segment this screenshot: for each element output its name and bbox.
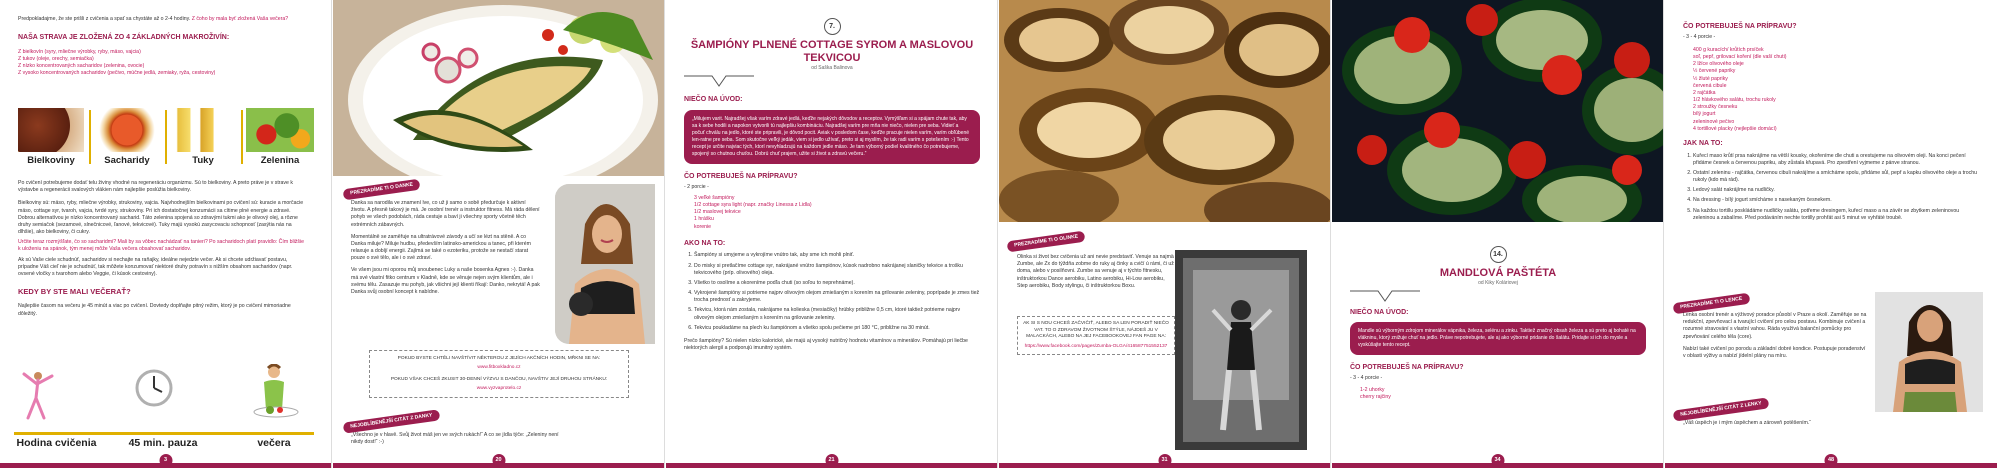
step-item: 2. Do misky si pretlačíme cottage syr, nakrájané vnútro šampiónov, kúsok nadrobno nakrájanej slaničky tekvice a trošku tekvicového (príp. olivového) oleja.	[694, 263, 980, 277]
ingredients-list	[684, 195, 980, 231]
food-label: Bielkoviny	[27, 155, 75, 166]
page-olinka-profile	[999, 0, 1331, 468]
steps-list	[684, 252, 980, 332]
facebook-link[interactable]: https://www.facebook.com/pages/Zumba-OLGA/416587751552137	[1024, 343, 1168, 349]
ingredient-item: ½ červené papriky	[1693, 68, 1736, 75]
ingredient-item: 1-2 uhorky	[1360, 386, 1385, 393]
chevron-divider-icon	[1350, 289, 1420, 303]
ingredient-item: 1/2 maslovej tekvice	[694, 209, 741, 216]
bio-paragraph: Nabízí také cvičení po porodu a základní dobré kondice. Postupuje poradenství v oblasti výživy a nabízí jídelní plány na míru.	[1683, 345, 1866, 359]
page-number: 31	[1158, 454, 1171, 467]
portions: - 3 - 4 porcie -	[1683, 33, 1716, 40]
steps-list	[1683, 153, 1979, 222]
recipe-title: ŠAMPIÓNY PLNENÉ COTTAGE SYROM A MASLOVOU TEKVICOU	[690, 39, 974, 65]
ingredient-item: 400 g kuracích/ krůtích prsíček	[1693, 46, 1764, 53]
steps-heading: JAK NA TO:	[1683, 139, 1723, 147]
ingredient-item: 2 lžíce olivového oleje	[1693, 61, 1744, 68]
timeline-label: Hodina cvičenia	[16, 437, 97, 449]
lenka-photo	[1875, 292, 1983, 412]
macros-heading: NAŠA STRAVA JE ZLOŽENÁ ZO 4 ZÁKLADNÝCH MAKROŽIVÍN:	[18, 34, 230, 42]
step-item: 1. Šampióny si umyjeme a vykrojíme vnútro tak, aby sme ich mohli plniť.	[694, 252, 980, 259]
timeline-label: večera	[257, 437, 291, 449]
exercise-woman-image	[14, 368, 64, 420]
page-number: 48	[1825, 454, 1838, 467]
stuffed-cucumber-photo	[1332, 0, 1664, 222]
ingredient-item: bílý jogurt	[1693, 111, 1716, 118]
food-label: Sacharidy	[104, 155, 150, 166]
ingredient-item: 2 stroužky česneku	[1693, 104, 1738, 111]
page-danka-profile	[333, 0, 665, 468]
oil-image	[170, 108, 236, 152]
step-item: 4. Vykrojené šampióny si potrieme najprv olivovým olejom zmiešaným s korením na grilovanie zeleniny, poprípade je zmes tiež trocha prednosť a zakryjeme.	[694, 290, 980, 304]
recipe-author: od Saška Balinova	[811, 65, 853, 72]
recipe-number: 14.	[1490, 246, 1507, 263]
page-recipe-mushrooms	[666, 0, 998, 468]
portions: - 2 porcie -	[684, 183, 709, 190]
ingredients-heading: ČO POTREBUJEŠ NA PRÍPRAVU?	[1350, 363, 1464, 371]
intro-box: „Milujem varit. Najradšej však varím zdravé jedlá, keďže nejakých dôvodov a receptov. Vymýšľam si a spájam chute tak, aby sa k sebe hodili a napokon vytvorili tú najlepšiu kombináciu. Najradšej varím pre mňa nie niečo, nielen pre seba. Vidieť a počuť chválu na jedlo, ktoré ste pripravili, je dôvod pocit. Aviak v posledom čase, keďže pracuje nielen varím, varím obľúbené len-ratne pre seba. Som skutočne veľký jedák, viem si jedlo užívať, preto si aj myslím, že tak radi varím s potešením :-) Tento recept je určite najviac tých, ktorí nevyhladzujú na každom jedle mäso. Je tam výborný podiel kvalitného čo potrebujeme, spojený so chutnou chuťou. Dobrú chuť prajem, užite si život a zdravú večeru.“	[684, 110, 980, 164]
quote-tag: NEJOBLÍBENĚJŠÍ CITÁT Z DANKY	[343, 409, 440, 433]
outro-paragraph: Prečo šampióny? Sú nielen nízko kalorické, ale majú aj vysoký nutričný hodnotu vitamínov a minerálov. Pomáhajú pri liečbe niektorých alergií a podporujú imunitný systém.	[684, 337, 968, 352]
pizza-image	[94, 108, 160, 152]
macro-item: Z tukov (oleje, orechy, semiačka)	[18, 56, 94, 62]
page-recipe-almond-pate	[1332, 0, 1664, 468]
macros-list	[18, 49, 308, 78]
step-item: 2. Ostatní zeleninu - rajčátka, červenou cibuli nakrájíme a smícháme spolu, přidáme sůl, pepř a kapku olivového oleje a trochu rukoly (kdo má rád).	[1693, 170, 1979, 184]
olinka-photo	[1175, 250, 1307, 450]
food-images-row	[18, 108, 314, 168]
paragraph: Po cvičení potrebujeme dodať telu živiny vhodné na regeneráciu organizmu. Sú to bielkoviny. A preto práve je v strave k výstavbe a regenerácii svalových vlákien nám najlepšie poslúžia bielkoviny.	[18, 180, 293, 194]
step-item: 3. Všetko to osolíme a okoreníme podľa chuti (so soľou to neprehnáme).	[694, 280, 980, 287]
page-number: 21	[825, 454, 838, 467]
vyzva-link[interactable]: www.vyzvaprotelo.cz	[476, 385, 522, 391]
bio-paragraph: Olinka si život bez cvičenia už ani nevie predstaviť. Venuje sa najmä Zumbe, ale Zx do týždňa zobme do ruky aj činky a cvičí ú rámi, či už doma, alebo v posilňovni. Zumbe sa venuje aj v týchto fitnesku, inštruktorkou Dance aerobiku, Latino aerobiku, Hi-Low aerobiku, Step aerobiku, Body stylingu, či inštruktorkou Boxu.	[1017, 254, 1174, 289]
fitbox-link[interactable]: www.fitboxkladno.cz	[477, 364, 521, 370]
intro-heading: NIEČO NA ÚVOD:	[684, 96, 743, 104]
step-item: 6. Tekvicu poukladáme na plech ku šampiónom a všetko spolu pečieme pri 180 °C, približne na 30 minút.	[694, 325, 980, 332]
food-label: Zelenina	[260, 155, 300, 166]
paragraph: Ak sú Vaše ciele schudnúť, sacharidov si nechajte na raňajky, ideálne nejedzte večer. Ak si chcete udržiavať postavu, prípadne Váš cieľ nie je schudnúť, tak môžete konzumovať niektoré druhy potravín s nižším obsahom sacharidov (napr. ovsené vločky s tvarohom alebo Veggie, či kúsok cestoviny).	[18, 256, 293, 277]
macro-item: Z bielkovín (syry, mliečne výrobky, ryby, mäso, vajcia)	[18, 48, 141, 55]
macro-item: Z vysoko koncentrovaných sacharidov (pečivo, múčne jedlá, zemiaky, ryža, cestoviny)	[18, 70, 216, 77]
vegetables-image	[246, 108, 314, 152]
stuffed-zucchini-photo	[333, 0, 665, 176]
step-item: 5. Tekvicu, ktorá nám zostala, nakrájame na kolieska (mesiačiky) hrúbky približne 0,5 cm, ktoré taktiež potrieme najprv olivovým olejom zmiešaným s korením na grilovanie zeleniny.	[694, 307, 980, 321]
meat-image	[18, 108, 84, 152]
intro-paragraph: Predpokladajme, že ste prišli z cvičenia a spať sa chystáte až o 2-4 hodiny. Z čoho by mala byť zložená Vaša večera?	[18, 16, 289, 22]
ingredient-item: 1/2 cottage syra light (napr. značky Linessa z Lidla)	[694, 202, 812, 209]
dinner-heading: KEDY BY STE MALI VEČERAŤ?	[18, 287, 131, 297]
clock-image	[134, 368, 174, 420]
ingredient-item: soľ, pepř, grilovací koření (dle vaší chuti)	[1693, 54, 1787, 60]
ingredient-item: 1/2 hlávkového salátu, trochu rukoly	[1693, 97, 1776, 104]
chevron-divider-icon	[684, 74, 754, 88]
page-recipe-tortilla	[1665, 0, 1997, 468]
ingredient-item: ½ žluté papriky	[1693, 75, 1728, 82]
contact-box: AK SI S NOU CHCEŠ ZAČVIČIŤ, ALEBO SA LEN PORADIŤ NIEČO VAT. TO O ZDRAVOM ŽIVOTNOM ŠTÝLE, NÁJDEŠ JU V MALACKÁCH, ALEBO NA JEJ FACEBOOKOVEJ FAN PAGE NA: https://www.facebook.com/pages/Zumba-OLGA/416587751552137	[1017, 316, 1175, 355]
bio-paragraph: Danka sa narodila ve znamení lve, co už ji samo o sobě předurčuje k aktivní životu. A přesně takový je má. Je osobní trenér a instruktor fitness. Má ráda dělení pohyb ve všech podobách, ráda cestuje a baví ji všechny sporty včetně těch extrémních zábavných.	[351, 200, 540, 228]
ingredients-list	[1683, 47, 1979, 133]
ingredient-item: cherry rajčiny	[1360, 393, 1391, 400]
timeline-label: 45 min. pauza	[128, 437, 198, 449]
ingredient-item: červená cibule	[1693, 82, 1727, 89]
ingredient-item: 1 hrášku	[694, 216, 714, 223]
macro-item: Z nízko koncentrovaných sacharidov (zelenina, ovocie)	[18, 63, 145, 70]
portions: - 3 - 4 porcie -	[1350, 374, 1383, 381]
bio-paragraph: Lenka osobní trenér a výživový poradce působí v Praze a okolí. Zaměřuje se na redukční, zpevňovací a tvarující cvičení pro celou postavu. Kombinuje cvičení a rozumné stravování s vlastní vahou. Ráda využívá balanční pomůcky pro zpevňování celého těla (core).	[1683, 312, 1867, 340]
ingredients-list	[1350, 387, 1646, 401]
intro-heading: NIEČO NA ÚVOD:	[1350, 309, 1409, 317]
bio-paragraph: Ve všem jsou mi oporou můj snoubenec Luky a naše bosenka Agnes :-). Danka má své vlastní fitko centrum v Kladně, kde se věnuje nejen svým klientům, ale i svému tělu. Zasazuje mu pohyb, jak všichni její klienti říkají: Danko, nekrytá! A pak Danka svůj osobní koncept k nabídne.	[351, 267, 540, 295]
ingredients-heading: ČO POTREBUJEŠ NA PRÍPRAVU?	[684, 173, 798, 181]
paragraph: Najlepšie časom na večeru je 45 minút a viac po cvičení. Dovtedy doplňajte pitný režim, ktorý je po cvičení mimoriadne dôležitý.	[18, 303, 291, 317]
eating-woman-image	[246, 364, 306, 420]
ingredient-item: zeleninové pečivo	[1693, 118, 1735, 125]
danka-photo	[555, 184, 655, 344]
danka-tag: PREZRADÍME TI O DANKE	[343, 179, 421, 201]
quote-tag: NEJOBLÍBENĚJŠÍ CITÁT Z LENKY	[1673, 397, 1770, 421]
ingredient-item: 3 veľké šampióny	[694, 194, 735, 201]
ingredient-item: 4 tortillové placky (nejlepšie domácí)	[1693, 125, 1777, 132]
ingredient-item: korenie	[694, 223, 712, 230]
bio-paragraph: Momentálně se zaměřuje na ultratrávové závody a učí se lézt na stěně. A co Danka miluje? Miluje hudbu, především latinsko-americkou a tanec, při kterém relaxuje a dobíjí energii. Zajímá se také o ezoteriku, protože se nestačí starat pouze o své tělo, ale i o své zdraví.	[351, 233, 531, 262]
ingredient-item: 2 rajčátka	[1693, 89, 1716, 96]
paragraph: Bielkoviny sú: mäso, ryby, mliečne výrobky, strukoviny, vajcia. Najvhodnejším bielkovinami po cvičení sú: kuracie a morčacie mäso, cottage syr, tvaroh, vajcia, tvrdé syry, strukoviny. Pri ich dostatočnej konzumácii sa cítime plné energie a zdravé. Dobrou alternatívou je nízko koncentrovaný sacharid. Táto zelenina spojená so zdravými tukmi ako je olivový olej, a rôzne druhy semiačok (sezamové, slnečnicové, ľanové, tekvicové). Tuky majú vysokú zasycovaciu schopnosť (zasýtia nás na dlhšie), ako bielkoviny, či cukry.	[18, 200, 304, 236]
recipe-number: 7.	[824, 18, 841, 35]
food-label: Tuky	[192, 155, 214, 166]
page-number: 34	[1491, 454, 1504, 467]
quote: „Všechno je v hlavě. Svůj život máš jen ve svých rukách!“ A co se jídla týče: „Zeleniny není nikdy dost!“ :-)	[351, 432, 559, 446]
page-number: 20	[492, 454, 505, 467]
page-number: 3	[159, 454, 172, 467]
step-item: 4. Na dressing - bílý jogurt smícháme s nasekaným česnekem.	[1693, 197, 1979, 204]
paragraph: Určite teraz rozmýšľate, čo so sacharidmi? Mali by sa vôbec nachádzať na tanieri? Po sacharidoch platí pravidlo: Čím bližšie k uloženiu na spánok, tým menej môže Vaša večera obsahovať sacharidov.	[18, 239, 305, 253]
steps-heading: AKO NA TO:	[684, 239, 726, 247]
intro-box: Mandle sú výborným zdrojom minerálov vápnika, železa, selénu a zinku. Taktiež značný obsah železa a sú preto aj bohaté na vlákninu, ktorý znižuje chuť na jedlo. Práve nepotrebujete, ale aj ako výborné pridanie do šalátu. Pridajte si ich do mysle a vyskúšajte tento recept.	[1350, 322, 1646, 355]
step-item: 3. Ledový salát nakrájíme na nudličky.	[1693, 187, 1979, 194]
page-nutrition-intro	[0, 0, 332, 468]
step-item: 5. Na každou tortillu poskládáme nudličky salátu, potřeme dresingem, kuřecí maso a na závěr se zbytkem zeleninovou zeleninou a zabalíme. Před podáváním nechte tortilly prohřát asi 5 minut ve vyhřáté troubě.	[1693, 208, 1979, 222]
timeline-illustration	[14, 364, 314, 454]
contact-box: POKUD BYSTE CHTĚLI NAVŠTÍVIT NĚKTEROU Z JEJÍCH AKČNÍCH HODIN, MŘKNI SE NA: www.fitboxkladno.cz POKUD VŠAK CHCEŠ ZKUSIT 30-DENNÍ VÝZVU S DANČOU, NAVŠTIV JEJÍ DRUHOU STRÁNKU: www.vyzvaprotelo.cz	[369, 350, 629, 398]
ingredients-heading: ČO POTREBUJEŠ NA PRÍPRAVU?	[1683, 23, 1797, 30]
step-item: 1. Kuřecí maso krůtí prsa nakrájíme na větší kousky, okořeníme dle chuti a orestujeme na olivovém oleji. Na konci pečení přidáme česnek a červenou papriku, aby zůstala křupavá. Pro zpestření vyjmeme z pánve stranou.	[1693, 153, 1979, 167]
olinka-tag: PREZRADÍME TI O OLINKE	[1007, 231, 1086, 253]
mushrooms-photo	[999, 0, 1331, 222]
quote: „Váš úspěch je i mým úspěchem a zároveň potěšením.“	[1683, 420, 1812, 426]
lenka-tag: PREZRADÍME TI O LENCE	[1673, 293, 1750, 314]
recipe-title: MANDĽOVÁ PAŠTÉTA	[1439, 267, 1557, 279]
recipe-author: od Kiky Koláriovej	[1478, 280, 1518, 287]
